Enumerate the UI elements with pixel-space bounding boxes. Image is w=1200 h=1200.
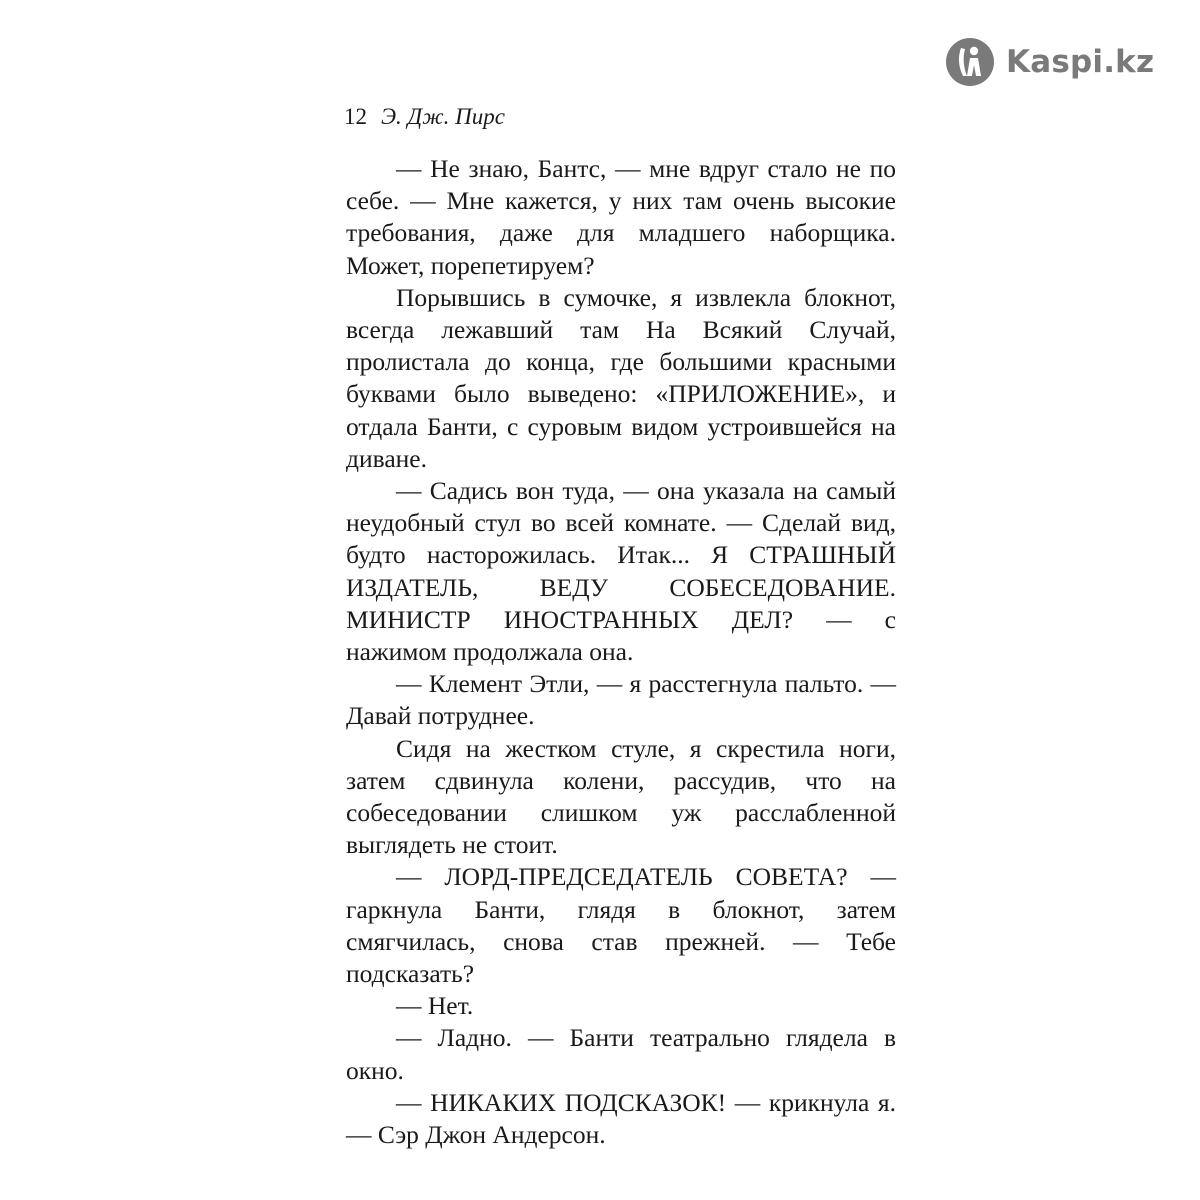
paragraph: — Не знаю, Бантс, — мне вдруг стало не по себе. — Мне кажется, у них там очень высокие требования, даже для младшего наборщика. Может, порепетируем? — [346, 154, 896, 280]
paragraph: — Клемент Этли, — я расстегнула пальто. — Давай потруднее. — [346, 669, 896, 731]
watermark-text: Kaspi.kz — [1006, 44, 1155, 80]
paragraph: Сидя на жестком стуле, я скрестила ноги, затем сдвинула колени, рассудив, что на собеседовании слишком уж расслабленной выглядеть не стоит. — [346, 733, 896, 860]
body-text — [346, 153, 896, 1151]
paragraph: — НИКАКИХ ПОДСКАЗОК! — крикнула я. — Сэр Джон Андерсон. — [346, 1087, 896, 1150]
paragraph: — Садись вон туда, — она указала на самый неудобный стул во всей комнате. — Сделай вид, будто насторожилась. Итак... Я СТРАШНЫЙ ИЗДАТЕЛЬ, ВЕДУ СОБЕСЕДОВАНИЕ. МИНИСТР ИНОСТРАННЫХ ДЕЛ? — с нажимом продолжала она. — [346, 476, 896, 667]
running-head-author: Э. Дж. Пирс — [381, 104, 505, 129]
paragraph: — Ладно. — Банти театрально глядела в окно. — [346, 1023, 896, 1085]
kaspi-logo-icon — [944, 36, 996, 88]
running-head — [344, 98, 505, 136]
paragraph: — Нет. — [396, 991, 474, 1021]
kaspi-watermark — [944, 36, 1154, 88]
page-number: 12 — [344, 104, 367, 129]
paragraph: Порывшись в сумочке, я извлекла блокнот, всегда лежавший там На Всякий Случай, пролистала до конца, где большими красными буквами было выведено: «ПРИЛОЖЕНИЕ», и отдала Банти, с суровым видом устроившейся на диване. — [346, 282, 896, 473]
paragraph: — ЛОРД-ПРЕДСЕДАТЕЛЬ СОВЕТА? — гаркнула Банти, глядя в блокнот, затем смягчилась, снова став прежней. — Тебе подсказать? — [346, 862, 896, 989]
